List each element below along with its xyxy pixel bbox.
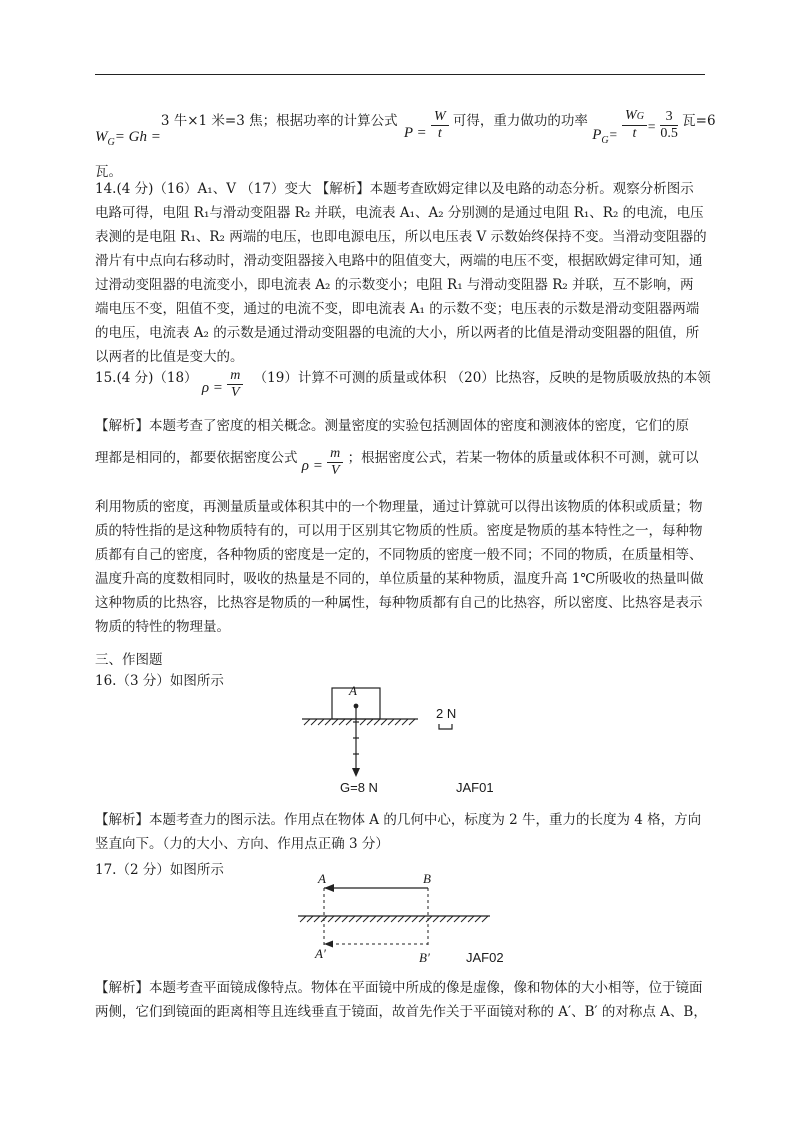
wg-rhs: = Gh = — [114, 128, 161, 145]
fig1-force-label: G=8 N — [340, 780, 378, 795]
q15-analysis-2a: 理都是相同的，都要依据密度公式 — [95, 450, 298, 466]
q15-m: m — [227, 368, 243, 385]
scale-bar — [439, 724, 452, 729]
q15-fraction — [227, 368, 243, 401]
fig1-scale-label: 2 N — [436, 706, 457, 721]
q17-label: 17.（2 分）如图所示 — [95, 862, 224, 878]
fig2-code: JAF02 — [466, 950, 504, 965]
q16-analysis: 【解析】本题考查力的图示法。作用点在物体 A 的几何中心，标度为 2 牛，重力的长度为 4 格，方向竖直向下。（力的大小、方向、作用点正确 3 分） — [95, 812, 702, 852]
header-rule — [95, 74, 705, 75]
power-num: W — [431, 109, 449, 126]
ground-hatch — [304, 719, 415, 725]
power-den: t — [437, 125, 442, 141]
pg-symbol: P — [592, 126, 602, 143]
pg-result: 瓦=6 — [682, 112, 716, 129]
q15-analysis-3: 利用物质的密度，再测量质量或体积其中的一个物理量，通过计算就可以得出该物质的体积或质量；物质的特性指的是这种物质特有的，可以用于区别其它物质的性质。密度是物质的基本特性之一，每种物质都有自己的密度，各种物质的密度是一定的，不同物质的密度一般不同；不同的物质，在质量相等、温度升高的度数相同时，吸收的热量是不同的，单位质量的某种物质，温度升高 1℃所吸收的热量叫做这种物质的比热容，比热容是物质的一种属性，每种物质都有自己的比热容，所以密度、比热容是表示物质的特性的物理量。 — [95, 499, 704, 635]
q17-analysis: 【解析】本题考查平面镜成像特点。物体在平面镜中所成的像是虚像，像和物体的大小相等，位于镜面两侧，它们到镜面的距离相等且连线垂直于镜面，故首先作关于平面镜对称的 A′、B′ 的对称点 A、B， — [95, 980, 707, 1020]
fig1-code: JAF01 — [456, 780, 494, 795]
fig2-b-image-label: B′ — [419, 950, 430, 965]
q15-analysis-fraction: $\frac{m}{V}$ — [327, 446, 343, 479]
pg-subscript: G — [601, 134, 609, 146]
pg-num2: 3 — [660, 109, 678, 126]
power-text: 可得，重力做功的功率 — [452, 112, 588, 129]
q14-paragraph: 14.(4 分)（16）A₁、V （17）变大 【解析】本题考查欧姆定律以及电路的动态分析。观察分析图示电路可得，电阻 R₁与滑动变阻器 R₂ 并联，电流表 A₁、A₂ 分别测的是通过电阻 R₁、R₂ 的电流，电压表测的是电阻 R₁、R₂ 两端的电压，也即电源电压，所以电压表 V 示数始终保持不变。当滑动变阻器的滑片有中点向右移动时，滑动变阻器接入电路中的阻值变大，两端的电压不变，根据欧姆定律可知，通过滑动变阻器的电流变小，即电流表 A₂ 的示数变小；电阻 R₁ 与滑动变阻器 R₂ 并联，互不影响，两端电压不变，阻值不变，通过的电流不变，即电流表 A₁ 的示数不变；电压表的示数是滑动变阻器两端的电压，电流表 A₂ 的示数是通过滑动变阻器的电流的大小，所以两者的比值是滑动变阻器的阻值，所以两者的比值是变大的。 — [95, 181, 707, 365]
q15-line — [95, 362, 711, 398]
pg-num: W — [625, 108, 637, 123]
pg-den2: 0.5 — [660, 125, 678, 141]
q15-v: V — [231, 385, 240, 400]
fig2-a-image-label: A′ — [315, 946, 326, 961]
q13-formula-line: $W_G= Gh =3$ 牛×1 米=3 焦；根据功率的计算公式 P = $\frac{W}{t}$ 可得，重力做功的功率 $P_G=$ $\frac{WG}{t}$ = $\frac{3}{0.5}$ 瓦=6 — [95, 108, 716, 148]
wg-subscript: G — [107, 136, 115, 148]
power-lhs: P = — [403, 124, 427, 141]
wg-value: 3 牛×1 米=3 焦；根据功率的计算公式 — [160, 112, 398, 129]
q15-suffix: （19）计算不可测的质量或体积 （20）比热容，反映的是物质吸放热的本领 — [253, 370, 711, 386]
mirror-hatch — [300, 916, 488, 922]
q15-analysis-2: 理都是相同的，都要依据密度公式 ρ = $\frac{m}{V}$ ；根据密度公式，若某一物体的质量或体积不可测，就可以 — [95, 446, 699, 478]
q15-prefix: 15.(4 分)（18） — [95, 370, 198, 386]
unit-line: 瓦。 — [95, 164, 122, 180]
q15-analysis-2b: ；根据密度公式，若某一物体的质量或体积不可测，就可以 — [347, 450, 699, 466]
pg-fraction — [622, 108, 647, 142]
section-title: 三、作图题 — [95, 652, 163, 668]
fig2-b-label: B — [423, 871, 431, 886]
fig1-point-label: A — [349, 683, 357, 698]
power-fraction — [431, 109, 449, 142]
q15-analysis-1: 【解析】本题考查了密度的相关概念。测量密度的实验包括测固体的密度和测液体的密度，它们的原 — [95, 418, 689, 434]
force-arrowhead — [352, 768, 360, 777]
wg-symbol: W — [95, 128, 108, 145]
pg-fraction-2 — [660, 109, 678, 142]
pg-num-sub: G — [636, 111, 644, 122]
pg-den: t — [632, 126, 637, 141]
q16-label: 16.（3 分）如图所示 — [95, 673, 224, 689]
q15-rho: ρ = — [201, 380, 223, 396]
fig2-a-label: A — [318, 871, 326, 886]
